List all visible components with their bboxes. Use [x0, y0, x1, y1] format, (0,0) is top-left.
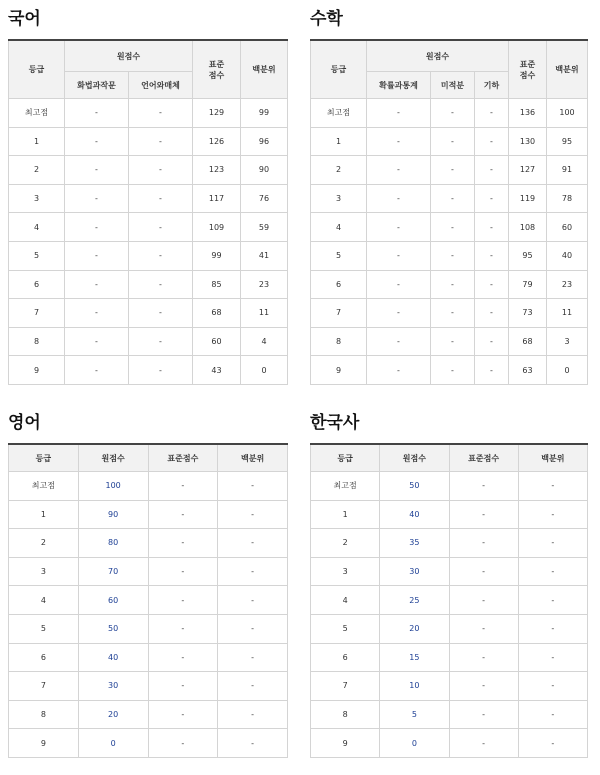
value-cell: -: [431, 299, 475, 328]
header-grade: 등급: [9, 40, 65, 99]
value-cell: -: [475, 241, 509, 270]
table-row: [311, 127, 588, 156]
english-table: [8, 443, 288, 758]
value-cell: -: [367, 213, 431, 242]
grade-cell: 6: [9, 643, 79, 672]
header-option-calculus: 미적분: [431, 72, 475, 99]
value-cell: 108: [509, 213, 547, 242]
table-row: [9, 127, 288, 156]
value-cell: 30: [78, 672, 148, 701]
value-cell: -: [449, 472, 518, 501]
value-cell: -: [218, 500, 288, 529]
value-cell: -: [129, 127, 193, 156]
table-row: [311, 586, 588, 615]
value-cell: 73: [509, 299, 547, 328]
value-cell: -: [65, 99, 129, 128]
table-row: [311, 270, 588, 299]
value-cell: 0: [78, 729, 148, 758]
value-cell: 95: [509, 241, 547, 270]
value-cell: -: [431, 213, 475, 242]
grade-cell: 4: [311, 586, 380, 615]
value-cell: -: [367, 156, 431, 185]
value-cell: -: [475, 356, 509, 385]
value-cell: -: [449, 672, 518, 701]
value-cell: -: [148, 729, 218, 758]
table-row: [311, 213, 588, 242]
grade-cell: 8: [311, 700, 380, 729]
value-cell: 50: [78, 614, 148, 643]
header-standard-score: 표준점수: [449, 444, 518, 472]
value-cell: -: [218, 700, 288, 729]
grade-cell: 9: [311, 356, 367, 385]
value-cell: -: [475, 99, 509, 128]
header-percentile: 백분위: [547, 40, 588, 99]
value-cell: -: [218, 643, 288, 672]
value-cell: -: [129, 327, 193, 356]
grade-cell: 4: [9, 586, 79, 615]
header-percentile: 백분위: [218, 444, 288, 472]
value-cell: -: [449, 557, 518, 586]
value-cell: -: [218, 472, 288, 501]
value-cell: -: [218, 586, 288, 615]
value-cell: 15: [380, 643, 449, 672]
value-cell: 0: [380, 729, 449, 758]
table-row: [311, 557, 588, 586]
value-cell: 90: [241, 156, 288, 185]
header-percentile: 백분위: [241, 40, 288, 99]
grade-cell: 최고점: [311, 99, 367, 128]
value-cell: -: [431, 99, 475, 128]
value-cell: 20: [78, 700, 148, 729]
value-cell: 117: [193, 184, 241, 213]
korean-section: [8, 6, 288, 385]
table-row: [311, 327, 588, 356]
value-cell: -: [449, 586, 518, 615]
header-grade: 등급: [311, 40, 367, 99]
value-cell: 109: [193, 213, 241, 242]
value-cell: -: [518, 529, 587, 558]
value-cell: -: [65, 299, 129, 328]
grade-cell: 3: [9, 557, 79, 586]
value-cell: -: [148, 700, 218, 729]
value-cell: -: [449, 500, 518, 529]
header-percentile: 백분위: [518, 444, 587, 472]
header-standard-score: 표준 점수: [509, 40, 547, 99]
grade-cell: 1: [311, 127, 367, 156]
table-row: [9, 241, 288, 270]
grade-cell: 5: [311, 241, 367, 270]
value-cell: -: [475, 156, 509, 185]
value-cell: -: [129, 299, 193, 328]
value-cell: 76: [241, 184, 288, 213]
value-cell: -: [518, 586, 587, 615]
value-cell: 23: [547, 270, 588, 299]
grade-cell: 7: [9, 672, 79, 701]
value-cell: -: [449, 529, 518, 558]
value-cell: 96: [241, 127, 288, 156]
value-cell: -: [65, 241, 129, 270]
header-grade: 등급: [311, 444, 380, 472]
value-cell: 60: [547, 213, 588, 242]
value-cell: -: [218, 557, 288, 586]
grade-cell: 1: [9, 500, 79, 529]
value-cell: 99: [241, 99, 288, 128]
grade-cell: 7: [9, 299, 65, 328]
grade-cell: 6: [9, 270, 65, 299]
grade-cell: 1: [311, 500, 380, 529]
grade-cell: 8: [9, 327, 65, 356]
value-cell: -: [518, 729, 587, 758]
value-cell: -: [449, 643, 518, 672]
value-cell: -: [431, 156, 475, 185]
table-row: [9, 529, 288, 558]
value-cell: 35: [380, 529, 449, 558]
grade-cell: 9: [9, 356, 65, 385]
value-cell: -: [148, 472, 218, 501]
header-raw-score: 원점수: [367, 40, 509, 72]
english-section: [8, 410, 288, 758]
value-cell: -: [475, 213, 509, 242]
table-row: [9, 700, 288, 729]
table-row: [9, 643, 288, 672]
value-cell: -: [475, 299, 509, 328]
value-cell: -: [431, 270, 475, 299]
value-cell: -: [148, 529, 218, 558]
table-row: [9, 270, 288, 299]
value-cell: 91: [547, 156, 588, 185]
value-cell: -: [449, 729, 518, 758]
grade-cell: 9: [9, 729, 79, 758]
value-cell: 4: [241, 327, 288, 356]
header-option-language-media: 언어와매체: [129, 72, 193, 99]
value-cell: -: [129, 99, 193, 128]
table-row: [9, 500, 288, 529]
value-cell: 126: [193, 127, 241, 156]
table-row: [9, 672, 288, 701]
grade-cell: 6: [311, 643, 380, 672]
value-cell: -: [475, 184, 509, 213]
grade-cell: 8: [9, 700, 79, 729]
header-raw-score: 원점수: [65, 40, 193, 72]
value-cell: 23: [241, 270, 288, 299]
table-row: [9, 213, 288, 242]
table-row: [9, 557, 288, 586]
table-row: [9, 156, 288, 185]
value-cell: -: [148, 557, 218, 586]
value-cell: 136: [509, 99, 547, 128]
value-cell: 129: [193, 99, 241, 128]
value-cell: 3: [547, 327, 588, 356]
table-row: [9, 472, 288, 501]
value-cell: -: [129, 184, 193, 213]
value-cell: -: [367, 184, 431, 213]
table-row: [9, 729, 288, 758]
value-cell: 0: [241, 356, 288, 385]
value-cell: 11: [547, 299, 588, 328]
grade-cell: 2: [311, 529, 380, 558]
value-cell: 11: [241, 299, 288, 328]
table-row: [311, 241, 588, 270]
math-title: 수학: [310, 9, 343, 29]
value-cell: -: [431, 327, 475, 356]
header-raw-score: 원점수: [380, 444, 449, 472]
grade-cell: 3: [311, 557, 380, 586]
value-cell: 99: [193, 241, 241, 270]
value-cell: 50: [380, 472, 449, 501]
value-cell: 43: [193, 356, 241, 385]
grade-cell: 2: [311, 156, 367, 185]
value-cell: -: [65, 213, 129, 242]
value-cell: 130: [509, 127, 547, 156]
value-cell: -: [518, 500, 587, 529]
value-cell: -: [65, 270, 129, 299]
value-cell: -: [518, 643, 587, 672]
grade-cell: 2: [9, 156, 65, 185]
grade-cell: 최고점: [9, 99, 65, 128]
value-cell: -: [518, 472, 587, 501]
value-cell: -: [218, 672, 288, 701]
grade-cell: 4: [9, 213, 65, 242]
header-option-speech-writing: 화법과작문: [65, 72, 129, 99]
value-cell: -: [65, 184, 129, 213]
value-cell: 79: [509, 270, 547, 299]
grade-cell: 최고점: [311, 472, 380, 501]
value-cell: 100: [78, 472, 148, 501]
table-row: [311, 614, 588, 643]
value-cell: -: [475, 327, 509, 356]
value-cell: -: [218, 729, 288, 758]
value-cell: -: [65, 356, 129, 385]
value-cell: 40: [380, 500, 449, 529]
value-cell: 95: [547, 127, 588, 156]
value-cell: -: [367, 99, 431, 128]
value-cell: 10: [380, 672, 449, 701]
value-cell: -: [367, 270, 431, 299]
value-cell: 127: [509, 156, 547, 185]
value-cell: -: [148, 643, 218, 672]
korean-title: 국어: [8, 9, 41, 29]
table-row: [9, 614, 288, 643]
korean-history-section: [310, 410, 588, 758]
table-row: [9, 327, 288, 356]
grade-cell: 3: [9, 184, 65, 213]
grade-cell: 최고점: [9, 472, 79, 501]
table-row: [311, 99, 588, 128]
value-cell: -: [148, 614, 218, 643]
value-cell: 5: [380, 700, 449, 729]
table-row: [311, 156, 588, 185]
table-row: [311, 729, 588, 758]
table-row: [311, 472, 588, 501]
value-cell: -: [518, 557, 587, 586]
value-cell: -: [218, 529, 288, 558]
value-cell: -: [431, 356, 475, 385]
value-cell: 59: [241, 213, 288, 242]
table-row: [311, 643, 588, 672]
value-cell: -: [367, 241, 431, 270]
grade-cell: 2: [9, 529, 79, 558]
value-cell: -: [129, 356, 193, 385]
grade-cell: 6: [311, 270, 367, 299]
value-cell: -: [367, 327, 431, 356]
value-cell: -: [129, 213, 193, 242]
table-row: [9, 586, 288, 615]
value-cell: -: [475, 270, 509, 299]
value-cell: 68: [509, 327, 547, 356]
table-row: [311, 500, 588, 529]
grade-cell: 8: [311, 327, 367, 356]
grade-cell: 5: [9, 241, 65, 270]
value-cell: -: [65, 127, 129, 156]
table-row: [311, 184, 588, 213]
value-cell: 123: [193, 156, 241, 185]
value-cell: 119: [509, 184, 547, 213]
value-cell: -: [65, 156, 129, 185]
table-row: [9, 299, 288, 328]
grade-cell: 5: [9, 614, 79, 643]
value-cell: 68: [193, 299, 241, 328]
value-cell: 60: [78, 586, 148, 615]
value-cell: 70: [78, 557, 148, 586]
value-cell: -: [148, 586, 218, 615]
grade-cell: 5: [311, 614, 380, 643]
grade-cell: 1: [9, 127, 65, 156]
value-cell: -: [449, 614, 518, 643]
header-raw-score: 원점수: [78, 444, 148, 472]
value-cell: 80: [78, 529, 148, 558]
grade-cell: 7: [311, 672, 380, 701]
english-title: 영어: [8, 413, 41, 433]
value-cell: -: [148, 500, 218, 529]
value-cell: 0: [547, 356, 588, 385]
math-section: [310, 6, 588, 385]
grade-cell: 9: [311, 729, 380, 758]
value-cell: -: [518, 614, 587, 643]
value-cell: 30: [380, 557, 449, 586]
value-cell: -: [431, 241, 475, 270]
value-cell: -: [367, 299, 431, 328]
value-cell: 40: [78, 643, 148, 672]
value-cell: -: [475, 127, 509, 156]
value-cell: 100: [547, 99, 588, 128]
value-cell: -: [218, 614, 288, 643]
table-row: [311, 529, 588, 558]
grade-cell: 3: [311, 184, 367, 213]
table-row: [311, 672, 588, 701]
table-row: [311, 356, 588, 385]
table-row: [9, 99, 288, 128]
value-cell: -: [518, 700, 587, 729]
grade-cell: 7: [311, 299, 367, 328]
value-cell: -: [449, 700, 518, 729]
value-cell: -: [431, 127, 475, 156]
header-standard-score: 표준 점수: [193, 40, 241, 99]
grade-cell: 4: [311, 213, 367, 242]
value-cell: 25: [380, 586, 449, 615]
value-cell: 20: [380, 614, 449, 643]
value-cell: -: [518, 672, 587, 701]
value-cell: 41: [241, 241, 288, 270]
korean-table: [8, 39, 288, 385]
value-cell: -: [129, 156, 193, 185]
header-option-probability-statistics: 확률과통계: [367, 72, 431, 99]
math-table: [310, 39, 588, 385]
value-cell: 60: [193, 327, 241, 356]
table-row: [9, 184, 288, 213]
header-standard-score: 표준점수: [148, 444, 218, 472]
value-cell: 40: [547, 241, 588, 270]
value-cell: -: [129, 270, 193, 299]
table-row: [9, 356, 288, 385]
value-cell: 85: [193, 270, 241, 299]
value-cell: -: [367, 356, 431, 385]
value-cell: -: [65, 327, 129, 356]
value-cell: -: [148, 672, 218, 701]
value-cell: 78: [547, 184, 588, 213]
header-grade: 등급: [9, 444, 79, 472]
value-cell: -: [367, 127, 431, 156]
value-cell: 63: [509, 356, 547, 385]
korean-history-table: [310, 443, 588, 758]
header-option-geometry: 기하: [475, 72, 509, 99]
table-row: [311, 700, 588, 729]
table-row: [311, 299, 588, 328]
value-cell: -: [129, 241, 193, 270]
korean-history-title: 한국사: [310, 413, 360, 433]
value-cell: 90: [78, 500, 148, 529]
value-cell: -: [431, 184, 475, 213]
